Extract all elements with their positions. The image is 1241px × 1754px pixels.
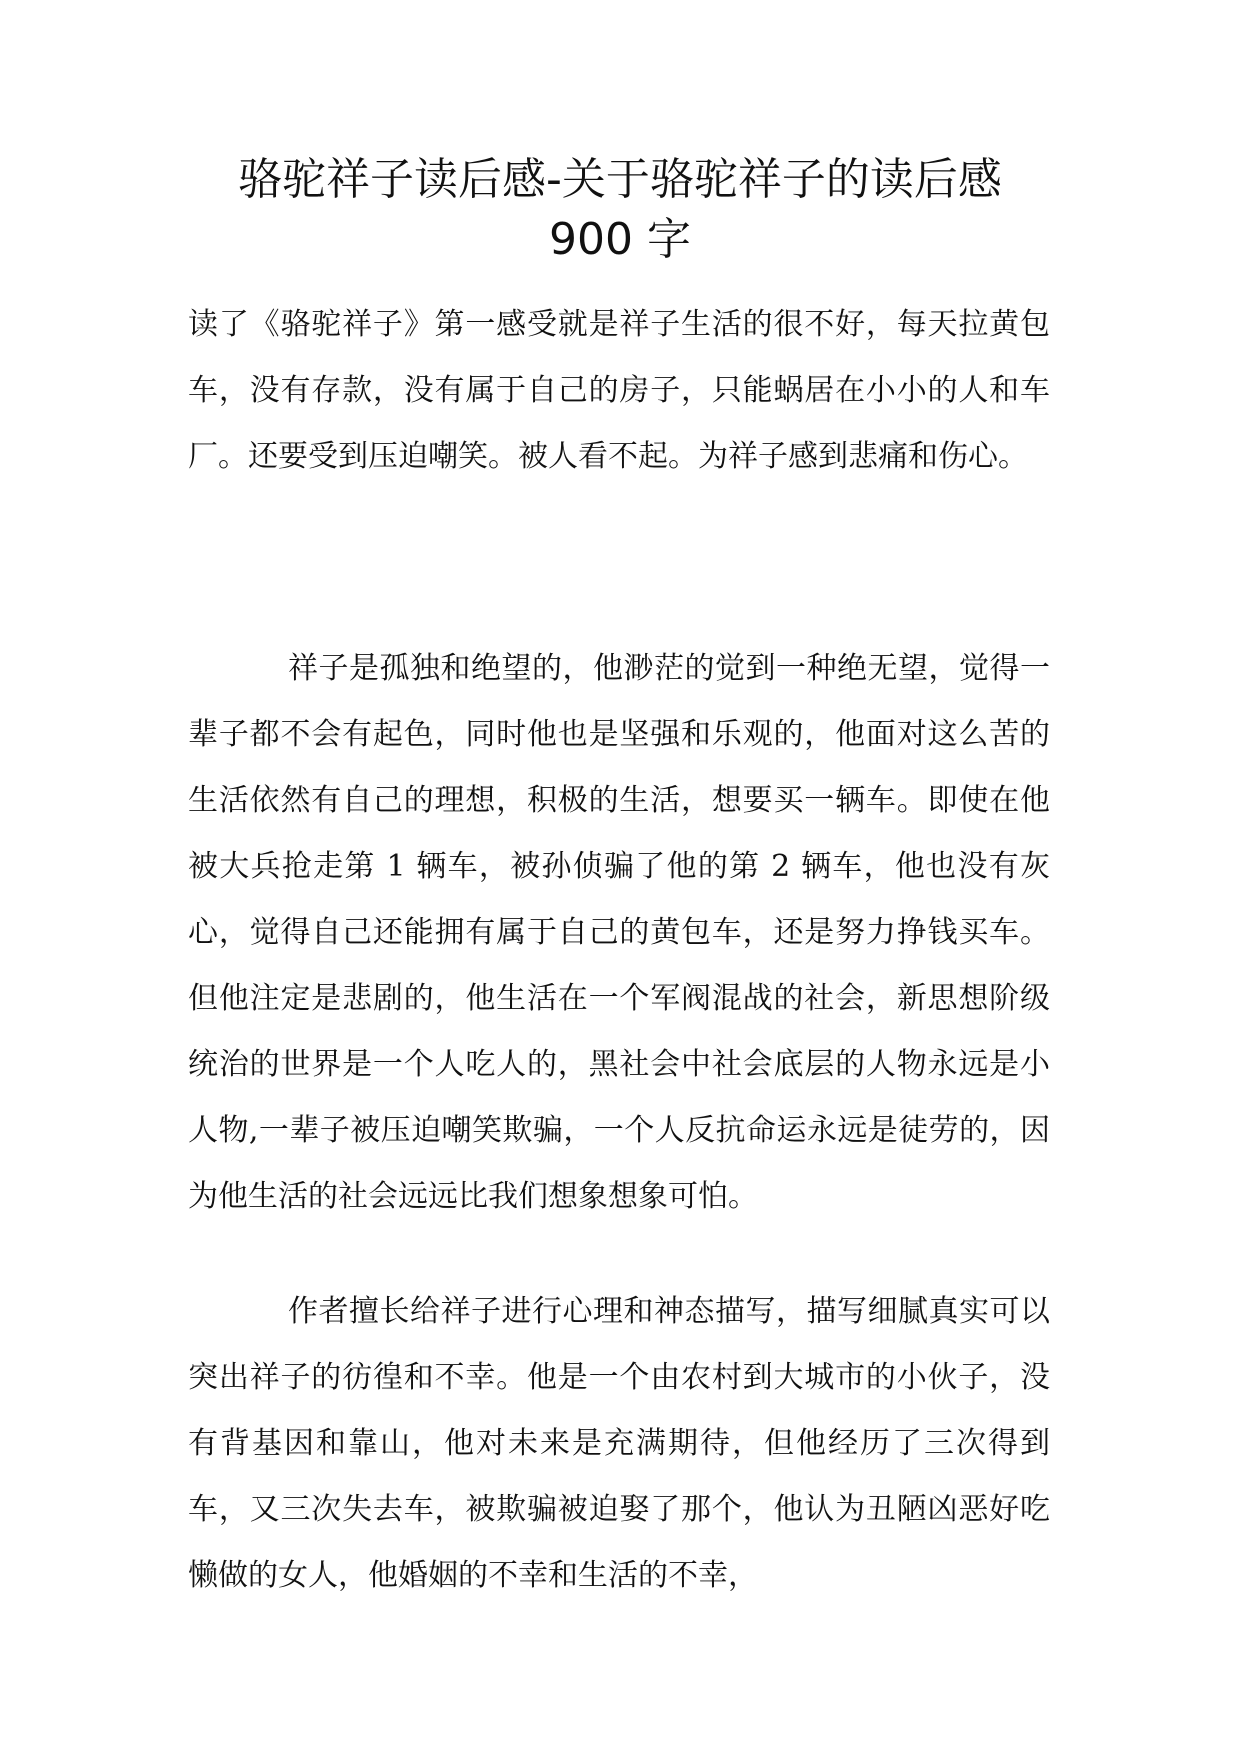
paragraph-1: 读了《骆驼祥子》第一感受就是祥子生活的很不好，每天拉黄包车，没有存款，没有属于自己的房子，只能蜗居在小小的人和车厂。还要受到压迫嘲笑。被人看不起。为祥子感到悲痛和伤心。	[188, 307, 1050, 474]
title-line-2: 900 字	[549, 214, 691, 265]
paragraph-3: 作者擅长给祥子进行心理和神态描写，描写细腻真实可以突出祥子的彷徨和不幸。他是一个由农村到大城市的小伙子，没有背基因和靠山，他对未来是充满期待，但他经历了三次得到车，又三次失去车，被欺骗被迫娶了那个，他认为丑陋凶恶好吃懒做的女人，他婚姻的不幸和生活的不幸，	[188, 1294, 1050, 1593]
title-line-1: 骆驼祥子读后感-关于骆驼祥子的读后感	[238, 154, 1002, 205]
paragraph-2: 祥子是孤独和绝望的，他渺茫的觉到一种绝无望，觉得一辈子都不会有起色，同时他也是坚强和乐观的，他面对这么苦的生活依然有自己的理想，积极的生活，想要买一辆车。即使在他被大兵抢走第 1 辆车，被孙侦骗了他的第 2 辆车，他也没有灰心，觉得自己还能拥有属于自己的黄包车，还是努力挣钱买车。但他注定是悲剧的，他生活在一个军阀混战的社会，新思想阶级统治的世界是一个人吃人的，黑社会中社会底层的人物永远是小人物,一辈子被压迫嘲笑欺骗，一个人反抗命运永远是徒劳的，因为他生活的社会远远比我们想象想象可怕。	[188, 651, 1050, 1214]
document-title	[190, 150, 1050, 270]
